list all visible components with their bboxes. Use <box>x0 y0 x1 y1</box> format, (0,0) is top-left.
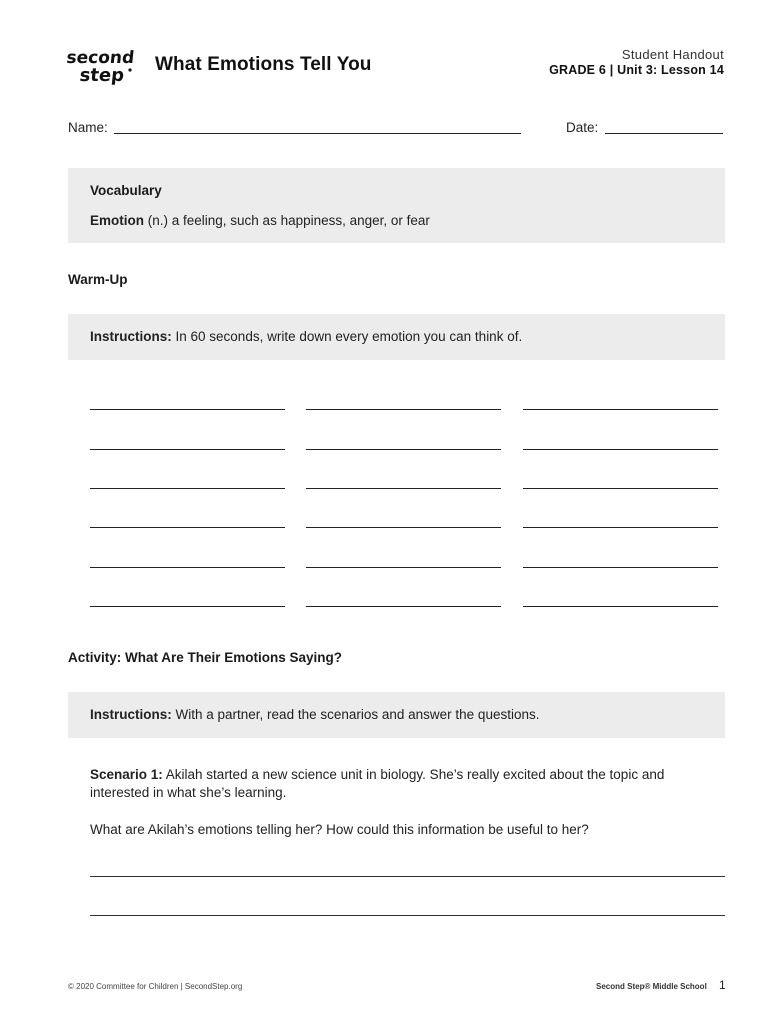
scenario-1 <box>90 766 710 802</box>
emotion-write-line[interactable] <box>306 606 501 607</box>
activity-instructions <box>90 707 539 722</box>
emotion-write-line[interactable] <box>90 606 285 607</box>
date-field[interactable] <box>605 133 723 134</box>
vocabulary-definition <box>90 213 430 228</box>
emotion-write-line[interactable] <box>90 449 285 450</box>
page-title: What Emotions Tell You <box>155 54 372 75</box>
vocabulary-box <box>68 168 725 243</box>
emotion-write-line[interactable] <box>306 449 501 450</box>
activity-instructions-text: With a partner, read the scenarios and answer the questions. <box>171 707 540 722</box>
grade-line: GRADE 6 | Unit 3: Lesson 14 <box>549 63 724 77</box>
emotion-write-line[interactable] <box>90 527 285 528</box>
date-label: Date: <box>566 120 599 135</box>
emotion-write-line[interactable] <box>90 488 285 489</box>
page-number: 1 <box>719 978 726 992</box>
warmup-instructions-text: In 60 seconds, write down every emotion you can think of. <box>171 329 523 344</box>
emotion-write-line[interactable] <box>523 527 718 528</box>
warmup-instructions-label: Instructions: <box>90 329 172 344</box>
answer-line[interactable] <box>90 915 725 916</box>
name-field[interactable] <box>114 133 521 134</box>
second-step-logo <box>67 44 135 86</box>
vocabulary-definition-text: (n.) a feeling, such as happiness, anger, or fear <box>144 213 430 228</box>
scenario-text: Akilah started a new science unit in biology. She’s really excited about the topic and interested in what she’s learning. <box>90 767 665 800</box>
emotion-write-line[interactable] <box>306 409 501 410</box>
activity-instructions-label: Instructions: <box>90 707 172 722</box>
emotion-write-line[interactable] <box>306 567 501 568</box>
handout-label: Student Handout <box>621 47 724 62</box>
warmup-heading: Warm-Up <box>68 272 128 287</box>
warmup-instructions <box>90 329 522 344</box>
svg-text:second: second <box>67 48 135 68</box>
vocabulary-heading: Vocabulary <box>90 183 162 198</box>
emotion-write-line[interactable] <box>523 606 718 607</box>
activity-heading: Activity: What Are Their Emotions Saying? <box>68 650 343 665</box>
handout-info <box>549 47 724 77</box>
vocabulary-term: Emotion <box>90 213 144 228</box>
emotion-write-line[interactable] <box>523 409 718 410</box>
scenario-question: What are Akilah’s emotions telling her? How could this information be useful to her? <box>90 822 589 837</box>
emotion-write-line[interactable] <box>90 567 285 568</box>
emotion-write-line[interactable] <box>90 409 285 410</box>
svg-text:step: step <box>78 65 126 86</box>
footer-copyright: © 2020 Committee for Children | SecondStep.org <box>68 982 243 991</box>
emotion-write-line[interactable] <box>306 527 501 528</box>
name-label: Name: <box>68 120 108 135</box>
emotion-write-line[interactable] <box>523 488 718 489</box>
scenario-label: Scenario 1: <box>90 767 163 782</box>
footer-program: Second Step® Middle School <box>596 982 707 991</box>
emotion-write-line[interactable] <box>306 488 501 489</box>
emotion-write-line[interactable] <box>523 449 718 450</box>
answer-line[interactable] <box>90 876 725 877</box>
emotion-write-line[interactable] <box>523 567 718 568</box>
